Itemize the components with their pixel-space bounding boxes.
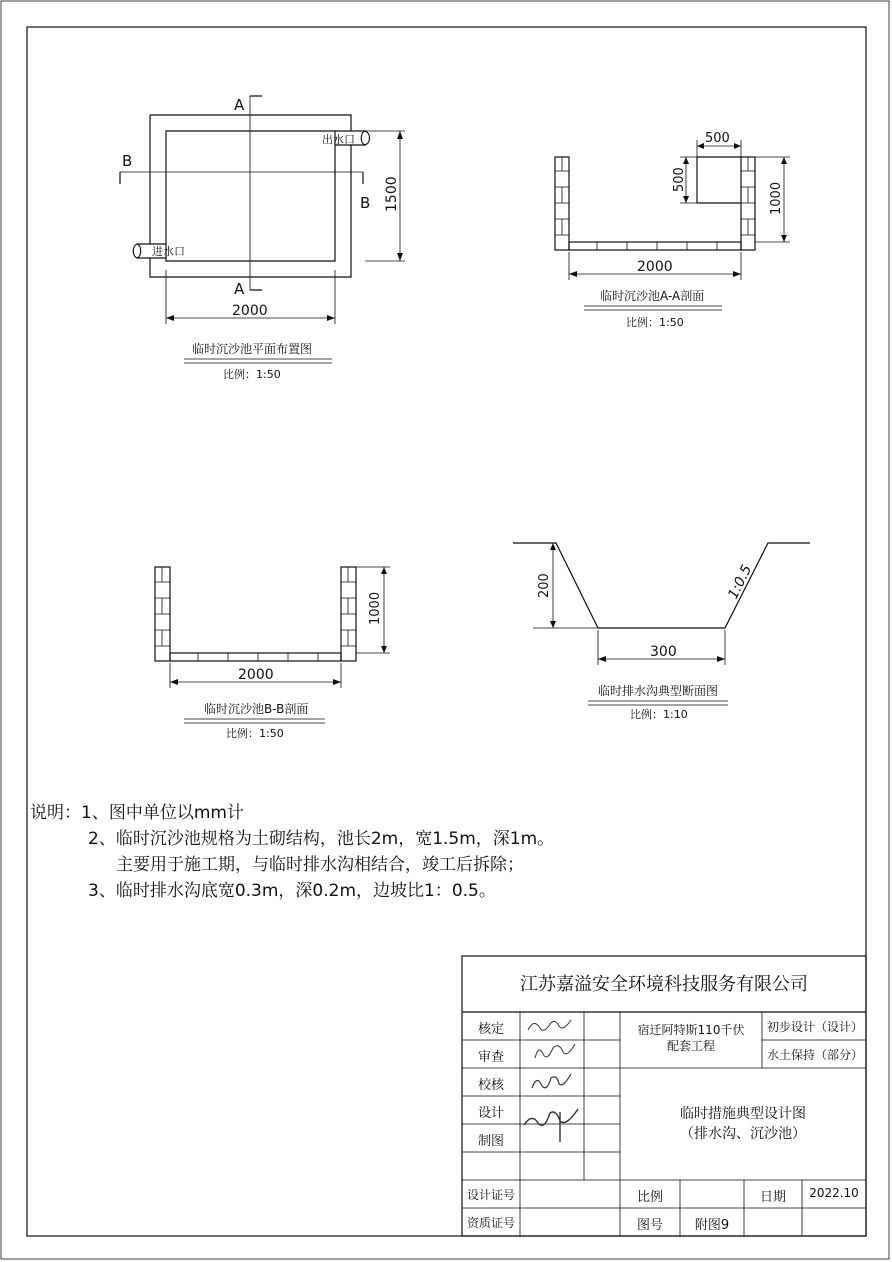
plan-dim-length: 2000 <box>232 303 268 319</box>
row-label-review: 审查 <box>477 1050 504 1065</box>
date-label: 日期 <box>759 1190 786 1205</box>
drawing-no-label: 图号 <box>636 1218 663 1233</box>
bb-scale: 比例：1:50 <box>226 727 284 740</box>
ditch-dim-depth: 200 <box>537 573 552 598</box>
row-label-design: 设计 <box>477 1106 504 1121</box>
plan-title: 临时沉沙池平面布置图 <box>192 342 313 356</box>
section-bb <box>155 567 390 740</box>
aa-dim-opening: 500 <box>672 167 687 192</box>
discipline: 水土保持（部分） <box>766 1048 863 1062</box>
plan-dim-width: 1500 <box>384 176 400 212</box>
section-a-top: A <box>234 96 245 114</box>
section-b-right: B <box>360 194 371 212</box>
project-name-line1: 宿迁阿特斯110千伏 <box>637 1023 745 1037</box>
note-line-3: 主要用于施工期，与临时排水沟相结合，竣工后拆除； <box>116 855 524 875</box>
drawing-title <box>620 1104 866 1144</box>
note-line-1: 说明：1、图中单位以mm计 <box>30 803 244 823</box>
note-line-2: 2、临时沉沙池规格为土砌结构，池长2m，宽1.5m，深1m。 <box>88 829 555 849</box>
note-line-4: 3、临时排水沟底宽0.3m，深0.2m，边坡比1：0.5。 <box>88 881 496 901</box>
date-value: 2022.10 <box>809 1186 859 1200</box>
drawing-no-value: 附图9 <box>694 1218 730 1233</box>
aa-dim-length: 2000 <box>637 259 673 275</box>
qual-cert-label: 资质证号 <box>466 1216 515 1230</box>
plan-scale: 比例：1:50 <box>223 368 281 381</box>
aa-scale: 比例：1:50 <box>626 316 684 329</box>
inlet-label: 进水口 <box>152 245 185 258</box>
stage: 初步设计（设计） <box>766 1020 863 1034</box>
ditch-slope: 1:0.5 <box>725 562 756 602</box>
project-name-line2: 配套工程 <box>666 1039 715 1053</box>
ditch-scale: 比例：1:10 <box>630 708 688 721</box>
aa-title: 临时沉沙池A-A剖面 <box>600 289 705 303</box>
bb-title: 临时沉沙池B-B剖面 <box>204 702 309 716</box>
inner-frame <box>27 27 866 1236</box>
section-a-bottom: A <box>234 280 245 298</box>
bb-dim-depth: 1000 <box>368 591 383 625</box>
project-name <box>622 1022 760 1054</box>
ditch-title: 临时排水沟典型断面图 <box>598 684 719 698</box>
design-cert-label: 设计证号 <box>466 1188 515 1202</box>
aa-dim-top: 500 <box>705 131 730 146</box>
row-label-draw: 制图 <box>477 1134 504 1149</box>
row-label-check: 校核 <box>477 1078 504 1093</box>
outlet-label: 出水口 <box>322 133 355 146</box>
bb-dim-length: 2000 <box>238 667 274 683</box>
drawing-title-line2: （排水沟、沉沙池） <box>680 1126 806 1142</box>
ditch-section <box>513 543 810 721</box>
section-b-left: B <box>122 152 133 170</box>
scale-label: 比例 <box>636 1190 663 1205</box>
plan-view <box>120 96 405 381</box>
row-label-approve: 核定 <box>477 1022 504 1037</box>
outer-frame <box>1 1 889 1259</box>
company-name: 江苏嘉溢安全环境科技服务有限公司 <box>520 974 808 995</box>
aa-dim-depth: 1000 <box>769 181 784 215</box>
notes <box>30 800 554 904</box>
section-aa <box>555 131 790 329</box>
ditch-dim-bottom: 300 <box>650 644 677 660</box>
drawing-title-line1: 临时措施典型设计图 <box>680 1106 806 1122</box>
